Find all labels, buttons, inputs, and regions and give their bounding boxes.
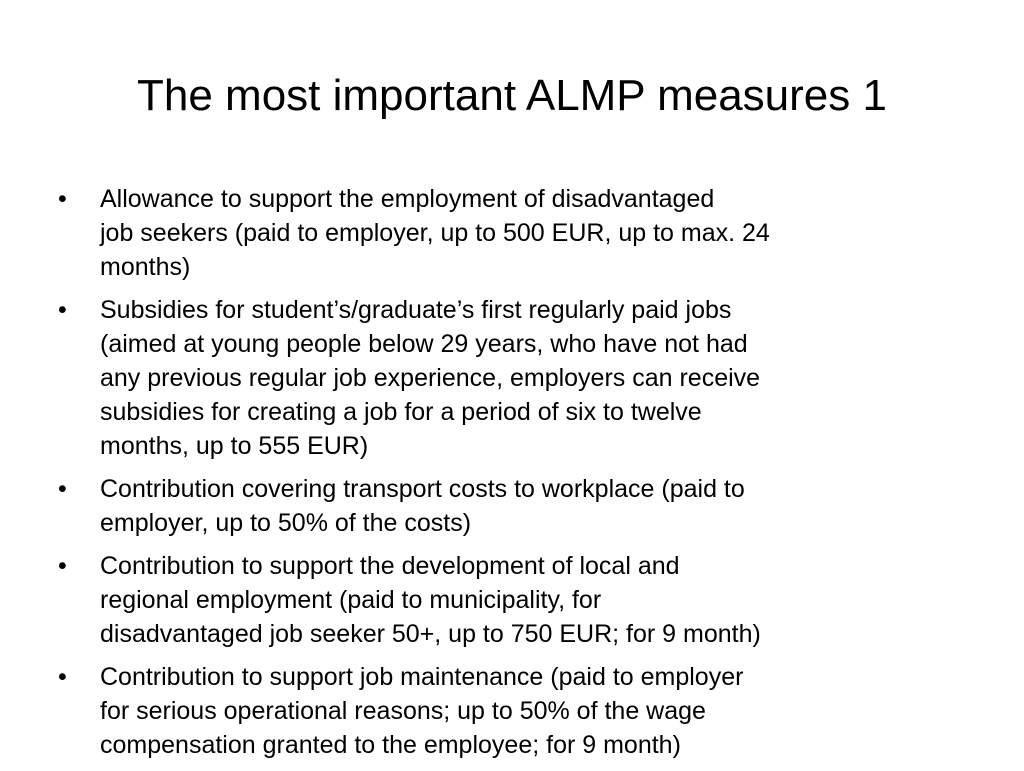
bullet-text-line: subsidies for creating a job for a period of six to twelve — [100, 398, 702, 426]
bullet-text-line: Subsidies for student’s/graduate’s first regularly paid jobs — [100, 296, 732, 324]
bullet-text-line: compensation granted to the employee; for 9 month) — [100, 731, 681, 759]
bullet-text-line: regional employment (paid to municipality, for — [100, 586, 602, 614]
bullet-text-line: months, up to 555 EUR) — [100, 432, 369, 460]
bullet-icon: • — [58, 185, 67, 213]
bullet-text-line: months) — [100, 253, 191, 281]
bullet-text-line: job seekers (paid to employer, up to 500 EUR, up to max. 24 — [100, 219, 770, 247]
bullet-icon: • — [58, 552, 67, 580]
bullet-text-line: for serious operational reasons; up to 50% of the wage — [100, 697, 706, 725]
bullet-item — [0, 549, 1024, 651]
bullet-item — [0, 293, 1024, 463]
bullet-icon: • — [58, 475, 67, 503]
bullet-text-line: Contribution to support the development of local and — [100, 552, 680, 580]
bullet-text-line: (aimed at young people below 29 years, who have not had — [100, 330, 748, 358]
bullet-item — [0, 472, 1024, 540]
bullet-text-line: Contribution to support job maintenance (paid to employer — [100, 663, 744, 691]
bullet-text-line: Contribution covering transport costs to workplace (paid to — [100, 475, 745, 503]
bullet-icon: • — [58, 663, 67, 691]
bullet-item — [0, 182, 1024, 284]
bullet-text-line: Allowance to support the employment of disadvantaged — [100, 185, 715, 213]
bullet-text-line: employer, up to 50% of the costs) — [100, 509, 472, 537]
bullet-text-line: any previous regular job experience, employers can receive — [100, 364, 761, 392]
bullet-item — [0, 660, 1024, 762]
bullet-text-line: disadvantaged job seeker 50+, up to 750 EUR; for 9 month) — [100, 620, 761, 648]
bullet-list — [0, 182, 1024, 771]
bullet-icon: • — [58, 296, 67, 324]
slide-title: The most important ALMP measures 1 — [137, 71, 887, 120]
